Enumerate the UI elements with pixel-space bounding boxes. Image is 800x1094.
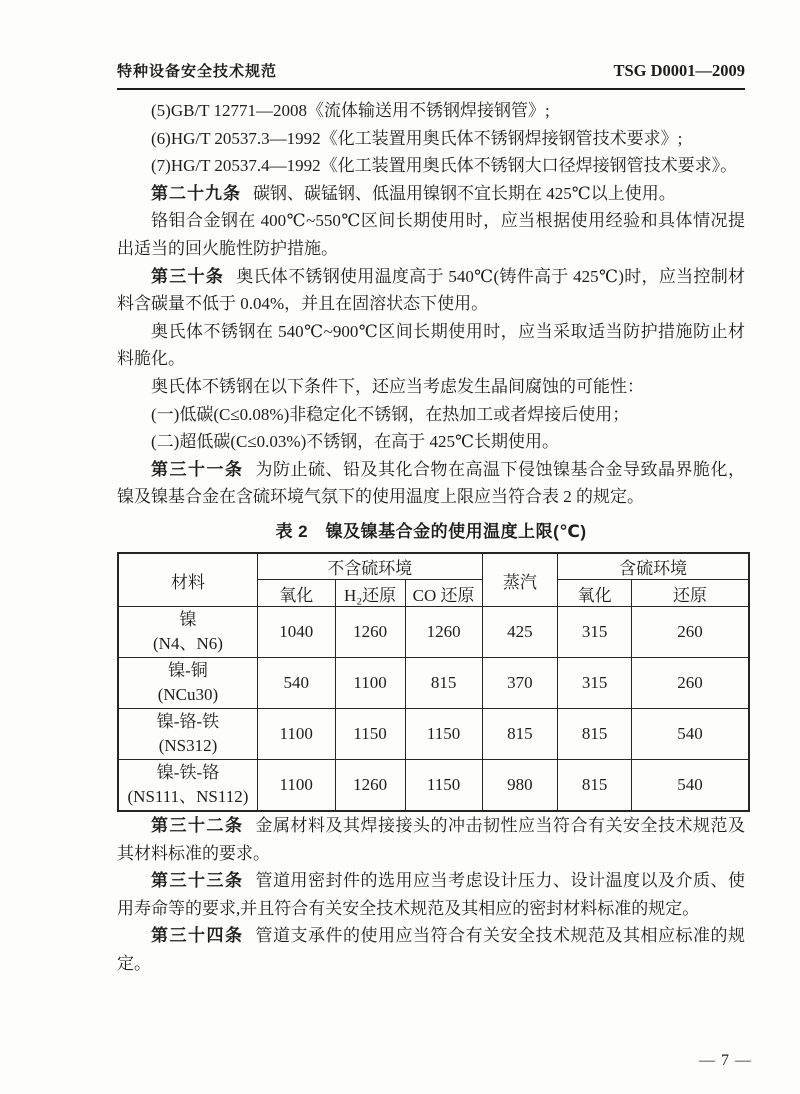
- column-group-no-sulfur: 不含硫环境: [257, 553, 482, 580]
- value-cell: 1100: [257, 709, 335, 760]
- article-number: 第三十条: [151, 266, 225, 286]
- paragraph-text: 铬钼合金钢在 400℃~550℃区间长期使用时，应当根据使用经验和具体情况提出适当的回火脆性防护措施。: [117, 211, 745, 258]
- paragraph-text: 为防止硫、铅及其化合物在高温下侵蚀镍基合金导致晶界脆化，镍及镍基合金在含硫环境气氛下的使用温度上限应当符合表 2 的规定。: [117, 459, 745, 507]
- material-grade: (NCu30): [157, 685, 219, 705]
- table-row-nickel: [118, 607, 749, 658]
- material-name: 镍-铜: [168, 661, 208, 681]
- article-number: 第二十九条: [151, 183, 241, 203]
- temperature-limits-table: [117, 552, 750, 812]
- column-header-oxidation: 氧化: [257, 580, 335, 607]
- column-header-steam: 蒸汽: [482, 553, 558, 607]
- paragraph-text: (二)超低碳(C≤0.03%)不锈钢，在高于 425℃长期使用。: [151, 432, 559, 452]
- paragraph-ref-5: [117, 97, 745, 125]
- paragraph-text: 金属材料及其焊接接头的冲击韧性应当符合有关安全技术规范及其材料标准的要求。: [117, 815, 745, 863]
- paragraph-article-31: [117, 456, 745, 511]
- paragraph-item-1: [117, 401, 745, 429]
- value-cell: 1260: [405, 607, 482, 658]
- article-number: 第三十四条: [151, 926, 244, 946]
- column-header-material: 材料: [118, 553, 257, 607]
- article-number: 第三十二条: [151, 815, 244, 835]
- document-body: [117, 97, 745, 977]
- value-cell: 815: [405, 658, 482, 709]
- value-cell: 815: [558, 760, 632, 811]
- table-row-nickel-iron-chromium: [118, 760, 749, 811]
- material-cell: [118, 658, 257, 709]
- paragraph-text: (5)GB/T 12771—2008《流体输送用不锈钢焊接钢管》;: [151, 101, 550, 120]
- paragraph-text: 奥氏体不锈钢在以下条件下，还应当考虑发生晶间腐蚀的可能性：: [151, 376, 644, 396]
- paragraph-article-33: [117, 867, 745, 922]
- material-name: 镍-铬-铁: [156, 712, 220, 732]
- paragraph-text: (一)低碳(C≤0.08%)非稳定化不锈钢，在热加工或者焊接后使用；: [151, 404, 630, 424]
- value-cell: 1150: [335, 709, 405, 760]
- table-row-nickel-copper: [118, 658, 749, 709]
- paragraph-article-30: [117, 263, 745, 318]
- table-row-nickel-chromium-iron: [118, 709, 749, 760]
- paragraph-article-34: [117, 922, 745, 977]
- value-cell: 1100: [335, 658, 405, 709]
- material-name: 镍-铁-铬: [156, 763, 220, 783]
- column-header-co-reduction: CO 还原: [405, 580, 482, 607]
- paragraph-text: 奥氏体不锈钢在 540℃~900℃区间长期使用时，应当采取适当防护措施防止材料脆化。: [117, 321, 745, 369]
- table-header-row-1: [118, 553, 749, 580]
- paragraph-austenitic-1: [117, 318, 745, 373]
- article-number: 第三十一条: [151, 459, 244, 479]
- page-number: — 7 —: [699, 1052, 752, 1069]
- column-header-sulfur-reduction: 还原: [632, 580, 749, 607]
- paragraph-text: 管道用密封件的选用应当考虑设计压力、设计温度以及介质、使用寿命等的要求,并且符合有关安全技术规范及其相应的密封材料标准的规定。: [117, 871, 745, 918]
- paragraph-item-2: [117, 428, 745, 456]
- value-cell: 1260: [335, 607, 405, 658]
- paragraph-chromium-steel: [117, 207, 745, 262]
- value-cell: 425: [482, 607, 558, 658]
- material-grade: (NS312): [158, 736, 218, 756]
- material-cell: [118, 709, 257, 760]
- material-grade: (NS111、NS112): [127, 787, 249, 807]
- material-name: 镍: [179, 610, 197, 630]
- paragraph-article-29: [117, 180, 745, 208]
- material-cell: [118, 607, 257, 658]
- value-cell: 315: [558, 658, 632, 709]
- paragraph-text: 管道支承件的使用应当符合有关安全技术规范及其相应标准的规定。: [117, 926, 745, 973]
- value-cell: 1150: [405, 709, 482, 760]
- value-cell: 540: [632, 760, 749, 811]
- column-header-sulfur-oxidation: 氧化: [558, 580, 632, 607]
- paragraph-austenitic-2: [117, 373, 745, 401]
- column-header-h2-reduction: H₂还原: [335, 580, 405, 607]
- table-caption: 表 2 镍及镍基合金的使用温度上限(℃): [275, 521, 587, 541]
- value-cell: 1150: [405, 760, 482, 811]
- value-cell: 370: [482, 658, 558, 709]
- value-cell: 1100: [257, 760, 335, 811]
- page-header: [117, 60, 745, 90]
- column-group-sulfur: 含硫环境: [558, 553, 749, 580]
- value-cell: 815: [558, 709, 632, 760]
- paragraph-ref-6: [117, 125, 745, 153]
- value-cell: 540: [632, 709, 749, 760]
- material-grade: (N4、N6): [153, 634, 223, 654]
- value-cell: 815: [482, 709, 558, 760]
- value-cell: 1040: [257, 607, 335, 658]
- value-cell: 260: [632, 658, 749, 709]
- value-cell: 1260: [335, 760, 405, 811]
- article-number: 第三十三条: [151, 871, 244, 891]
- paragraph-ref-7: [117, 152, 745, 180]
- paragraph-article-32: [117, 812, 745, 867]
- paragraph-text: 奥氏体不锈钢使用温度高于 540℃(铸件高于 425℃)时，应当控制材料含碳量不低于 0.04%，并且在固溶状态下使用。: [117, 266, 746, 314]
- value-cell: 315: [558, 607, 632, 658]
- paragraph-text: (6)HG/T 20537.3—1992《化工装置用奥氏体不锈钢焊接钢管技术要求》;: [151, 128, 683, 148]
- material-cell: [118, 760, 257, 811]
- header-document-code: TSG D0001—2009: [613, 61, 745, 80]
- value-cell: 980: [482, 760, 558, 811]
- value-cell: 260: [632, 607, 749, 658]
- paragraph-text: 碳钢、碳锰钢、低温用镍钢不宜长期在 425℃以上使用。: [253, 183, 676, 203]
- header-document-title: 特种设备安全技术规范: [117, 63, 278, 80]
- value-cell: 540: [257, 658, 335, 709]
- paragraph-text: (7)HG/T 20537.4—1992《化工装置用奥氏体不锈钢大口径焊接钢管技术要求》。: [151, 156, 738, 176]
